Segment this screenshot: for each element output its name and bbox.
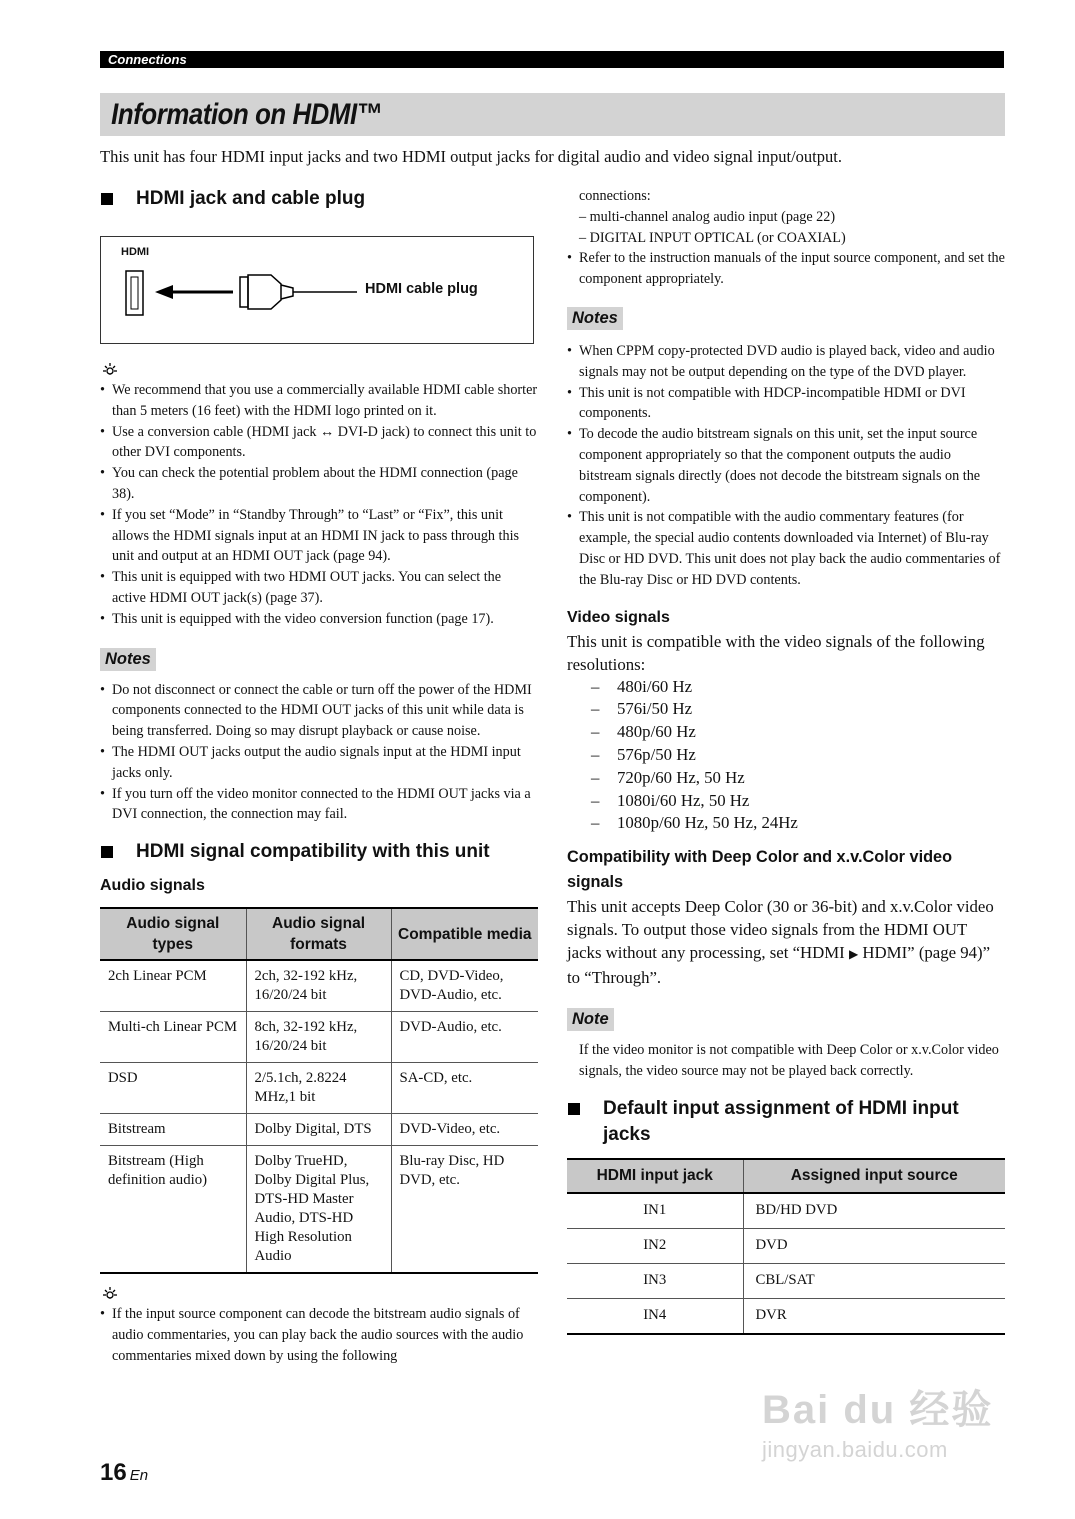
list-item: • This unit is equipped with the video conversion function (page 17). (100, 609, 538, 630)
diagram-jack-label: HDMI (121, 246, 150, 258)
table-row: DSD 2/5.1ch, 2.8224 MHz,1 bit SA-CD, etc. (100, 1063, 538, 1114)
input-assignment-table (567, 1158, 1005, 1335)
list-item: • To decode the audio bitstream signals on this unit, set the input source component appropriately so that the component outputs the audio bitstream signals directly (does not decode the bitstream signals on the component). (567, 424, 1005, 507)
table-header: Audio signal formats (246, 908, 391, 960)
list-item: – 576p/50 Hz (591, 744, 1005, 767)
list-item: • You can check the potential problem about the HDMI connection (page 38). (100, 463, 538, 505)
square-bullet-icon (568, 1103, 580, 1115)
heading-deep-color: Compatibility with Deep Color and x.v.Color video signals (567, 848, 953, 892)
table-row: IN4 DVR (567, 1298, 1005, 1334)
watermark-brand: Bai du 经验 (762, 1388, 994, 1432)
table-row: IN1 BD/HD DVD (567, 1193, 1005, 1229)
list-item: – 1080p/60 Hz, 50 Hz, 24Hz (591, 812, 1005, 835)
page-lang: En (129, 1467, 149, 1484)
list-item: – 480p/60 Hz (591, 721, 1005, 744)
list-item: • This unit is not compatible with the audio commentary features (for example, the special audio contents downloaded via Internet) of Blu-ray Disc or HD DVD. This unit does not play back the audio commentaries of the Blu-ray Disc or HD DVD contents. (567, 507, 1005, 590)
triangle-right-icon: ▶ (848, 947, 859, 962)
title-band (100, 93, 1005, 136)
list-item: – 480i/60 Hz (591, 676, 1005, 699)
note-text: If the video monitor is not compatible with Deep Color or x.v.Color video signals, the video source may not be played back correctly. (579, 1042, 999, 1079)
table-row: Multi-ch Linear PCM 8ch, 32-192 kHz, 16/20/24 bit DVD-Audio, etc. (100, 1012, 538, 1063)
tip-icon (100, 360, 538, 380)
notes-list (100, 680, 538, 826)
audio-signal-table (100, 907, 538, 1274)
heading-hdmi-jack: HDMI jack and cable plug (100, 186, 538, 212)
resolution-list (567, 676, 1005, 836)
table-header: Compatible media (391, 908, 538, 960)
diagram-plug-label: HDMI cable plug (365, 281, 478, 297)
video-signals-text: This unit is compatible with the video signals of the following resolutions: (567, 631, 985, 674)
table-row: Bitstream Dolby Digital, DTS DVD-Video, etc. (100, 1114, 538, 1146)
tip-continuation-bullet (567, 248, 1005, 290)
notes-label: Notes (100, 648, 156, 671)
list-item: – 720p/60 Hz, 50 Hz (591, 767, 1005, 790)
list-item: • If you set “Mode” in “Standby Through” to “Last” or “Fix”, this unit allows the HDMI signals input at an HDMI IN jack to pass through this unit and output at an HDMI OUT jack (page 94). (100, 505, 538, 567)
square-bullet-icon (101, 846, 113, 858)
table-header: Assigned input source (743, 1159, 1005, 1193)
page-title: Information on HDMI™ (111, 98, 383, 131)
table-row: Bitstream (High definition audio) Dolby TrueHD, Dolby Digital Plus, DTS-HD Master Audio, DTS-HD High Resolution Audio Blu-ray Disc, HD DVD, etc. (100, 1146, 538, 1274)
right-column (567, 186, 1005, 1335)
list-item: • Use a conversion cable (HDMI jack ↔ DVI-D jack) to connect this unit to other DVI components. (100, 422, 538, 464)
table-header: HDMI input jack (567, 1159, 743, 1193)
list-item: • This unit is not compatible with HDCP-incompatible HDMI or DVI components. (567, 383, 1005, 425)
section-bar: Connections (100, 51, 1004, 68)
list-item: • The HDMI OUT jacks output the audio signals input at the HDMI input jacks only. (100, 742, 538, 784)
square-bullet-icon (101, 193, 113, 205)
deep-color-text: This unit accepts Deep Color (30 or 36-bit) and x.v.Color video signals. To output those video signals from the HDMI OUT jacks without any processing, set “HDMI ▶ HDMI” (page 94)” to “Through”. (567, 897, 994, 988)
list-item: • If the input source component can decode the bitstream audio signals of audio commentaries, you can play back the audio sources with the audio commentaries mixed down by using the following (100, 1304, 538, 1366)
list-item: – 576i/50 Hz (591, 698, 1005, 721)
heading-signal-compat: HDMI signal compatibility with this unit (100, 839, 538, 865)
left-column (100, 186, 538, 1367)
list-item: • If you turn off the video monitor connected to the HDMI OUT jacks via a DVI connection, the connection may fail. (100, 784, 538, 826)
notes-label: Notes (567, 307, 623, 330)
list-item: • When CPPM copy-protected DVD audio is played back, video and audio signals may not be output depending on the type of the DVD player. (567, 341, 1005, 383)
page-footer (100, 1459, 148, 1487)
table-header: Audio signal types (100, 908, 246, 960)
list-item: • We recommend that you use a commercially available HDMI cable shorter than 5 meters (16 feet) with the HDMI logo printed on it. (100, 380, 538, 422)
table-row: IN2 DVD (567, 1228, 1005, 1263)
list-item: – 1080i/60 Hz, 50 Hz (591, 790, 1005, 813)
heading-default-assignment: Default input assignment of HDMI input jacks (567, 1096, 1005, 1148)
tip-icon (100, 1284, 538, 1304)
tip-continuation: connections: – multi-channel analog audio input (page 22) – DIGITAL INPUT OPTICAL (or COAXIAL) (579, 188, 846, 246)
list-item: • Refer to the instruction manuals of the input source component, and set the component appropriately. (567, 248, 1005, 290)
list-item: • Do not disconnect or connect the cable or turn off the power of the HDMI components connected to the HDMI OUT jacks of this unit while data is being transferred. Doing so may disrupt playback or cause noise. (100, 680, 538, 742)
table-row: IN3 CBL/SAT (567, 1263, 1005, 1298)
notes-list-2 (567, 341, 1005, 591)
watermark (762, 1378, 993, 1463)
page-number: 16 (100, 1459, 127, 1486)
heading-audio-signals: Audio signals (100, 877, 205, 895)
table-row: 2ch Linear PCM 2ch, 32-192 kHz, 16/20/24 bit CD, DVD-Video, DVD-Audio, etc. (100, 960, 538, 1012)
hdmi-plug-diagram (100, 236, 534, 344)
intro-text: This unit has four HDMI input jacks and two HDMI output jacks for digital audio and video signal input/output. (100, 147, 842, 166)
tips-list (100, 380, 538, 630)
list-item: • This unit is equipped with two HDMI OUT jacks. You can select the active HDMI OUT jack(s) (page 37). (100, 567, 538, 609)
note-label: Note (567, 1008, 614, 1031)
watermark-url: jingyan.baidu.com (762, 1437, 948, 1462)
hdmi-plug-illustration (101, 237, 533, 343)
tips-list-2 (100, 1304, 538, 1366)
heading-video-signals: Video signals (567, 608, 670, 626)
